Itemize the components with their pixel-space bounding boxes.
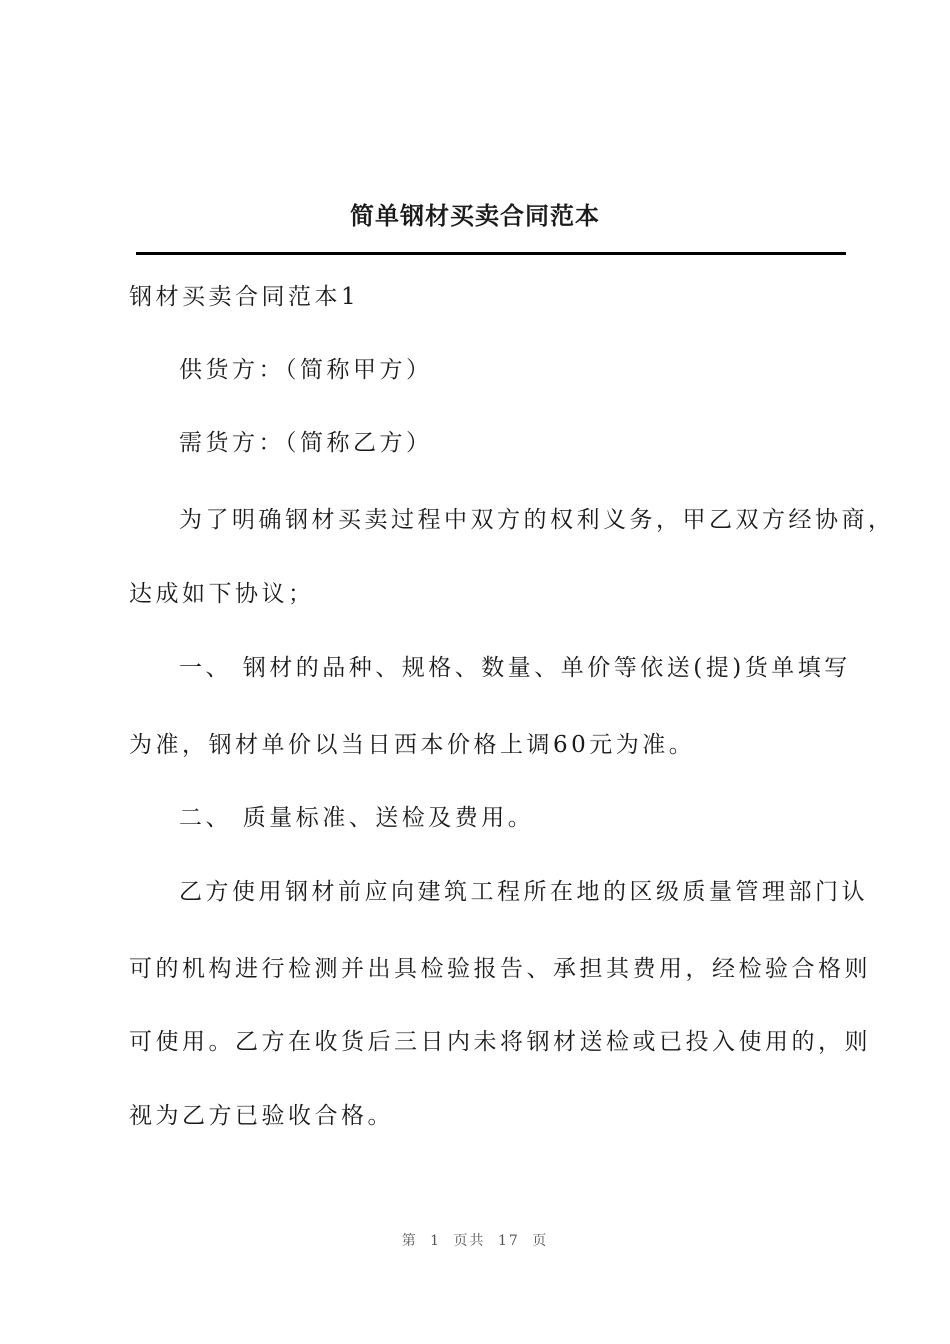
paragraph-line: 为准，钢材单价以当日西本价格上调60元为准。 bbox=[129, 732, 696, 758]
paragraph-line: 一、 钢材的品种、规格、数量、单价等依送(提)货单填写 bbox=[179, 655, 851, 681]
paragraph-line: 可使用。乙方在收货后三日内未将钢材送检或已投入使用的，则 bbox=[129, 1029, 871, 1055]
paragraph-line: 二、 质量标准、送检及费用。 bbox=[179, 805, 535, 831]
section-heading: 钢材买卖合同范本1 bbox=[129, 284, 360, 310]
paragraph-line: 乙方使用钢材前应向建筑工程所在地的区级质量管理部门认 bbox=[179, 879, 868, 905]
paragraph-line: 为了明确钢材买卖过程中双方的权利义务，甲乙双方经协商， bbox=[179, 507, 895, 533]
paragraph-line: 视为乙方已验收合格。 bbox=[129, 1103, 394, 1129]
paragraph-line: 可的机构进行检测并出具检验报告、承担其费用，经检验合格则 bbox=[129, 956, 871, 982]
paragraph-line: 需货方：（简称乙方） bbox=[179, 430, 433, 456]
paragraph-line: 供货方：（简称甲方） bbox=[179, 357, 433, 383]
title-divider bbox=[136, 252, 846, 255]
document-title: 简单钢材买卖合同范本 bbox=[350, 202, 600, 230]
paragraph-line: 达成如下协议； bbox=[129, 581, 315, 607]
page-number-footer: 第 1 页共 17 页 bbox=[401, 1233, 549, 1249]
